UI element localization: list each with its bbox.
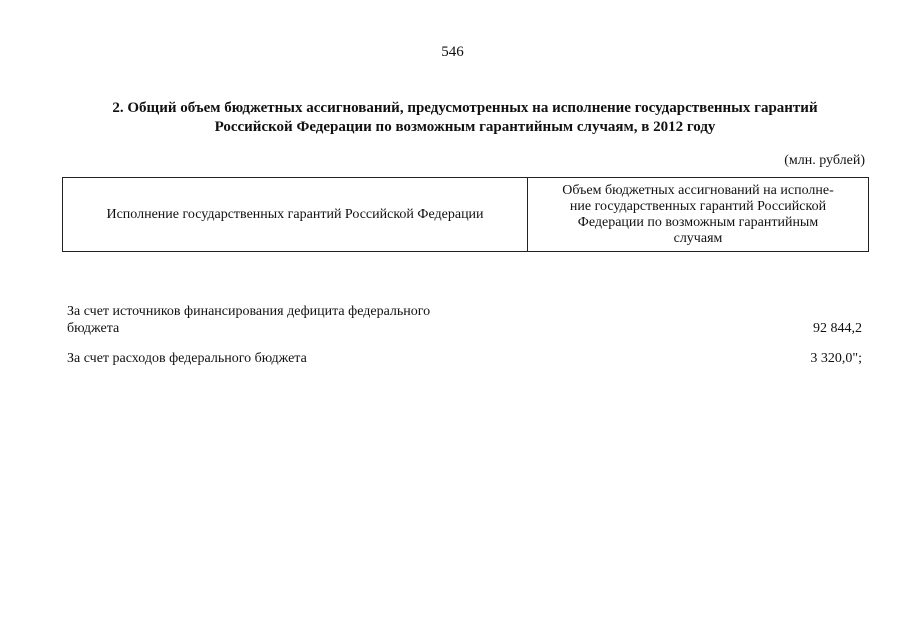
table-row [67,303,862,337]
row-label [67,350,517,367]
page-number: 546 [441,44,464,60]
section-title [60,99,870,137]
section-title-line-1: 2. Общий объем бюджетных ассигнований, предусмотренных на исполнение государственных гарантий [112,100,818,116]
table-header [62,177,869,252]
section-title-line-2: Российской Федерации по возможным гарантийным случаям, в 2012 году [214,119,716,135]
row-label-line: бюджета [67,321,120,336]
header-cell-allocation-line: ние государственных гарантий Российской [569,198,827,214]
header-cell-allocation-line: случаям [673,230,723,246]
row-value: 3 320,0"; [810,351,862,366]
header-cell-allocation [528,178,869,252]
table-row [67,350,862,367]
row-label [67,303,517,337]
row-value: 92 844,2 [813,321,862,336]
row-label-line: За счет источников финансирования дефицита федерального [67,304,431,319]
header-cell-allocation-line: Федерации по возможным гарантийным [577,214,819,230]
row-label-line: За счет расходов федерального бюджета [67,351,307,366]
header-cell-execution: Исполнение государственных гарантий Российской Федерации [63,178,528,252]
units-label: (млн. рублей) [784,153,865,168]
header-cell-allocation-line: Объем бюджетных ассигнований на исполне- [562,182,834,198]
